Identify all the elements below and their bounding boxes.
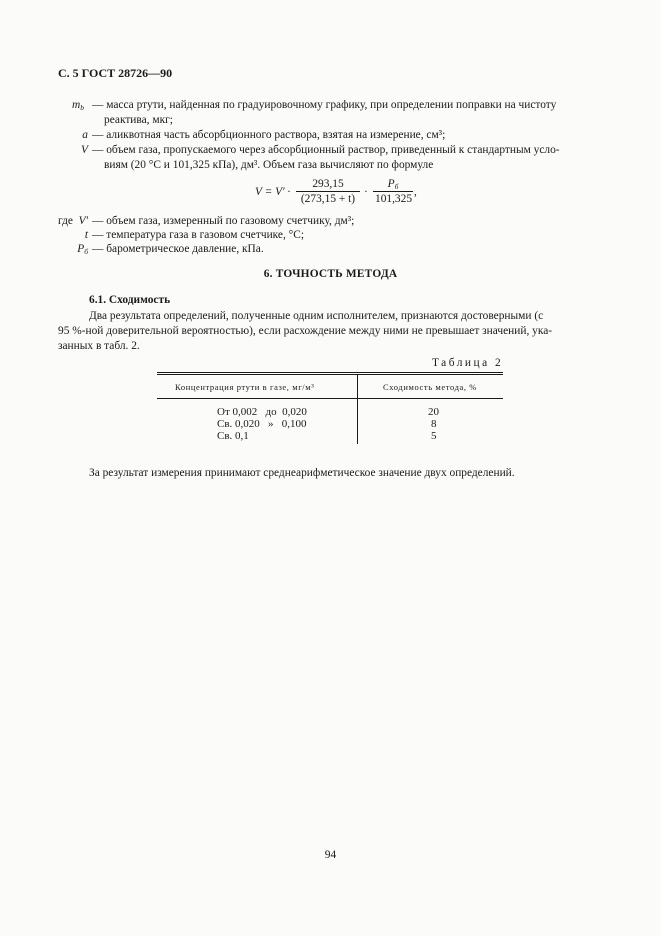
subsection-title: 6.1. Сходимость <box>89 294 171 306</box>
formula-lhs: V = V' · <box>255 186 291 198</box>
fraction-numerator: $P_б$ <box>373 177 413 192</box>
symbol-a: a <box>82 129 88 141</box>
table-cell: 20 <box>428 406 439 418</box>
table-column-divider <box>357 374 358 444</box>
definition-text: — аликвотная часть абсорбционного раствора, взятая на измерение, см³; <box>92 129 446 141</box>
symbol-v: V <box>81 144 88 156</box>
page-number: 94 <box>324 849 337 861</box>
table-header-concentration: Концентрация ртути в газе, мг/м³ <box>175 382 315 392</box>
table-cell: 5 <box>431 430 437 442</box>
paragraph-line: Два результата определений, полученные одним исполнителем, признаются достоверными (с <box>89 310 544 322</box>
definition-text: реактива, мкг; <box>104 114 173 126</box>
fraction-denominator: (273,15 + t) <box>300 193 356 206</box>
table-header-convergence: Сходимость метода, % <box>383 382 477 392</box>
definition-text: — объем газа, измеренный по газовому счетчику, дм³; <box>92 215 355 227</box>
formula-dot: · <box>364 186 368 198</box>
table-header-top <box>157 374 503 375</box>
table-caption: Таблица 2 <box>432 357 504 369</box>
formula-fraction-1 <box>296 177 360 207</box>
table-top-rule-double <box>157 372 503 373</box>
formula-fraction-2 <box>373 177 413 207</box>
section-title: 6. ТОЧНОСТЬ МЕТОДА <box>263 268 398 280</box>
paragraph-line: 95 %-ной доверительной вероятностью), если расхождение между ними не превышает значений, ука- <box>58 325 553 337</box>
table-cell: Св. 0,1 <box>217 430 249 442</box>
paragraph-line: занных в табл. 2. <box>58 340 140 352</box>
fraction-numerator: 293,15 <box>296 177 360 192</box>
definition-text: виям (20 °С и 101,325 кПа), дм³. Объем газа вычисляют по формуле <box>104 159 434 171</box>
page-header: С. 5 ГОСТ 28726—90 <box>58 66 173 80</box>
fraction-denominator: 101,325 <box>375 193 413 206</box>
definition-text: — объем газа, пропускаемого через абсорбционный раствор, приведенный к стандартным усло- <box>92 144 560 156</box>
symbol-v-prime: V' <box>78 215 88 227</box>
formula-end: , <box>414 186 417 198</box>
table-cell: От 0,002 до 0,020 <box>217 406 307 418</box>
symbol-t: t <box>84 229 88 241</box>
where-label: где <box>58 215 73 227</box>
table-cell: 8 <box>431 418 437 430</box>
result-text: За результат измерения принимают среднеарифметическое значение двух определений. <box>89 467 515 479</box>
definition-text: — температура газа в газовом счетчике, °С; <box>92 229 304 241</box>
symbol-mb: $m_b$ <box>72 99 84 112</box>
symbol-pb: $P_б$ <box>77 243 88 256</box>
definition-text: — масса ртути, найденная по градуировочному графику, при определении поправки на чистоту <box>92 99 557 111</box>
table-header-rule <box>157 398 503 399</box>
table-cell: Св. 0,020 » 0,100 <box>217 418 307 430</box>
definition-text: — барометрическое давление, кПа. <box>92 243 264 255</box>
